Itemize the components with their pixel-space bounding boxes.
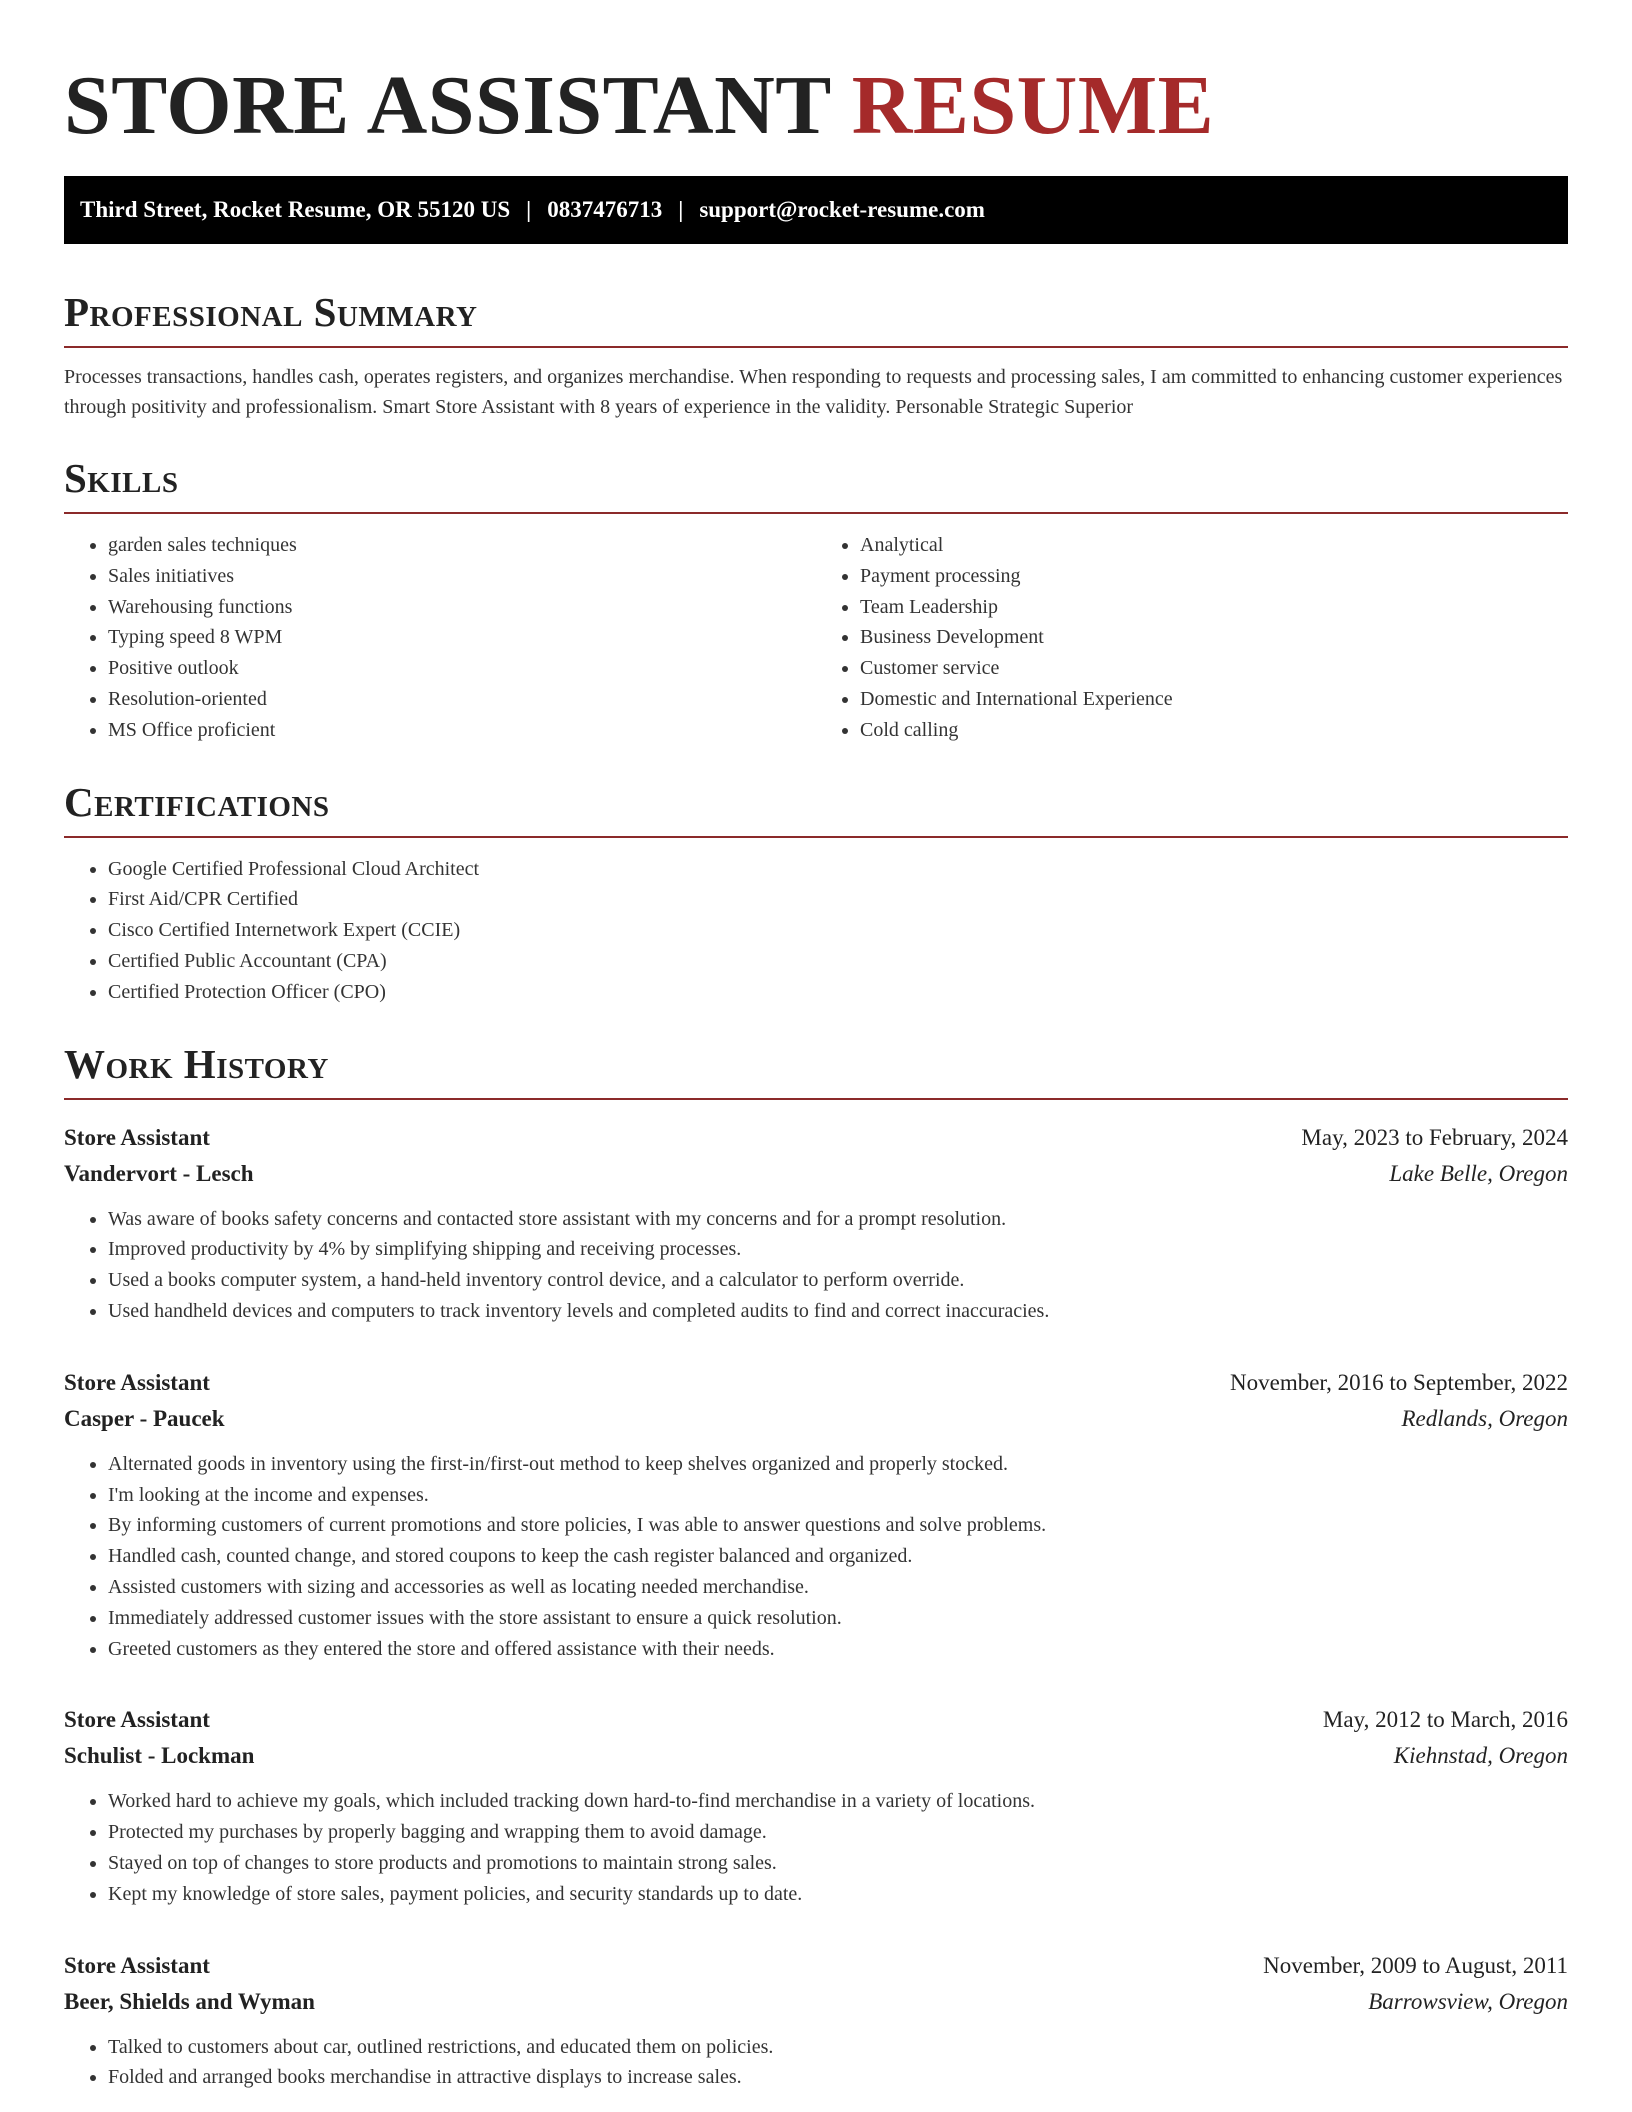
job-header-row (64, 1702, 1568, 1738)
job-company-row (64, 1984, 1568, 2020)
job-location: Redlands, Oregon (1401, 1405, 1568, 1431)
job-dates: November, 2009 to August, 2011 (1263, 1952, 1568, 1978)
list-item: • Typing speed 8 WPM (108, 622, 816, 653)
list-item: • Stayed on top of changes to store products and promotions to maintain strong sales. (108, 1848, 1568, 1879)
list-item: • Greeted customers as they entered the store and offered assistance with their needs. (108, 1634, 1568, 1665)
skills-list-right (816, 530, 1568, 746)
list-item: • Warehousing functions (108, 592, 816, 623)
contact-bar (64, 176, 1568, 244)
list-item: • Team Leadership (860, 592, 1568, 623)
list-item: • Domestic and International Experience (860, 684, 1568, 715)
contact-separator: | (678, 197, 684, 222)
job-company: Vandervort - Lesch (64, 1160, 254, 1186)
contact-email[interactable]: support@rocket-resume.com (699, 197, 985, 222)
job-bullets (64, 2032, 1568, 2094)
job-company: Beer, Shields and Wyman (64, 1988, 315, 2014)
certifications-section (64, 774, 1568, 1008)
list-item: • Used a books computer system, a hand-held inventory control device, and a calculator to perform override. (108, 1265, 1568, 1296)
job-bullets (64, 1449, 1568, 1665)
job-company: Casper - Paucek (64, 1405, 225, 1431)
job-entry (64, 1948, 1568, 2094)
list-item: • Resolution-oriented (108, 684, 816, 715)
summary-text: Processes transactions, handles cash, operates registers, and organizes merchandise. When responding to requests and processing sales, I am committed to enhancing customer experiences through positivity and professionalism. Smart Store Assistant with 8 years of experience in the validity. Personable Strategic Superior (64, 366, 1563, 418)
list-item: • Cold calling (860, 715, 1568, 746)
title-main: STORE ASSISTANT (64, 59, 852, 152)
list-item: • Protected my purchases by properly bagging and wrapping them to avoid damage. (108, 1817, 1568, 1848)
job-title: Store Assistant (64, 1707, 210, 1733)
page-title (64, 0, 1568, 156)
list-item: • Google Certified Professional Cloud Architect (108, 854, 1568, 885)
list-item: • Immediately addressed customer issues with the store assistant to ensure a quick resolution. (108, 1603, 1568, 1634)
job-bullets (64, 1204, 1568, 1327)
section-heading: Certifications (64, 778, 330, 825)
job-title: Store Assistant (64, 1952, 210, 1978)
job-dates: May, 2023 to February, 2024 (1301, 1124, 1568, 1150)
list-item: • Was aware of books safety concerns and contacted store assistant with my concerns and for a prompt resolution. (108, 1204, 1568, 1235)
section-heading: Work History (64, 1040, 329, 1087)
list-item: • Cisco Certified Internetwork Expert (CCIE) (108, 915, 1568, 946)
list-item: • By informing customers of current promotions and store policies, I was able to answer questions and solve problems. (108, 1510, 1568, 1541)
contact-separator: | (526, 197, 532, 222)
list-item: • First Aid/CPR Certified (108, 884, 1568, 915)
section-divider (64, 1098, 1568, 1100)
list-item: • garden sales techniques (108, 530, 816, 561)
certifications-list (64, 854, 1568, 1008)
skills-grid (64, 530, 1568, 746)
job-company-row (64, 1156, 1568, 1192)
job-location: Kiehnstad, Oregon (1393, 1743, 1568, 1769)
list-item: • Handled cash, counted change, and stored coupons to keep the cash register balanced and organized. (108, 1541, 1568, 1572)
skills-section (64, 450, 1568, 746)
list-item: • Payment processing (860, 561, 1568, 592)
job-title: Store Assistant (64, 1369, 210, 1395)
list-item: • Assisted customers with sizing and accessories as well as locating needed merchandise. (108, 1572, 1568, 1603)
section-divider (64, 836, 1568, 838)
contact-phone: 0837476713 (547, 197, 663, 222)
contact-address: Third Street, Rocket Resume, OR 55120 US (80, 197, 511, 222)
job-title: Store Assistant (64, 1124, 210, 1150)
section-divider (64, 512, 1568, 514)
section-heading: Professional Summary (64, 289, 478, 335)
list-item: • Certified Public Accountant (CPA) (108, 946, 1568, 977)
work-history-section (64, 1036, 1568, 2094)
job-entry (64, 1120, 1568, 1327)
list-item: • Worked hard to achieve my goals, which included tracking down hard-to-find merchandise in a variety of locations. (108, 1786, 1568, 1817)
section-divider (64, 346, 1568, 348)
list-item: • Used handheld devices and computers to track inventory levels and completed audits to find and correct inaccuracies. (108, 1296, 1568, 1327)
list-item: • Kept my knowledge of store sales, payment policies, and security standards up to date. (108, 1879, 1568, 1910)
job-header-row (64, 1120, 1568, 1156)
job-entry (64, 1702, 1568, 1909)
list-item: • Business Development (860, 622, 1568, 653)
job-company: Schulist - Lockman (64, 1743, 255, 1769)
skills-list-left (64, 530, 816, 746)
list-item: • Improved productivity by 4% by simplifying shipping and receiving processes. (108, 1234, 1568, 1265)
job-location: Lake Belle, Oregon (1389, 1160, 1568, 1186)
list-item: • Talked to customers about car, outlined restrictions, and educated them on policies. (108, 2032, 1568, 2063)
list-item: • I'm looking at the income and expenses. (108, 1480, 1568, 1511)
section-heading: Skills (64, 455, 179, 501)
list-item: • Sales initiatives (108, 561, 816, 592)
job-bullets (64, 1786, 1568, 1909)
list-item: • Analytical (860, 530, 1568, 561)
job-entry (64, 1365, 1568, 1665)
list-item: • Folded and arranged books merchandise in attractive displays to increase sales. (108, 2062, 1568, 2093)
job-dates: November, 2016 to September, 2022 (1230, 1369, 1568, 1395)
job-dates: May, 2012 to March, 2016 (1322, 1707, 1568, 1733)
job-header-row (64, 1948, 1568, 1984)
job-company-row (64, 1401, 1568, 1437)
job-company-row (64, 1738, 1568, 1774)
professional-summary-section (64, 284, 1568, 422)
job-header-row (64, 1365, 1568, 1401)
title-accent: RESUME (851, 59, 1215, 152)
job-location: Barrowsview, Oregon (1368, 1988, 1568, 2014)
list-item: • Customer service (860, 653, 1568, 684)
list-item: • Certified Protection Officer (CPO) (108, 977, 1568, 1008)
list-item: • Alternated goods in inventory using the first-in/first-out method to keep shelves organized and properly stocked. (108, 1449, 1568, 1480)
jobs-list (64, 1120, 1568, 2094)
list-item: • MS Office proficient (108, 715, 816, 746)
list-item: • Positive outlook (108, 653, 816, 684)
